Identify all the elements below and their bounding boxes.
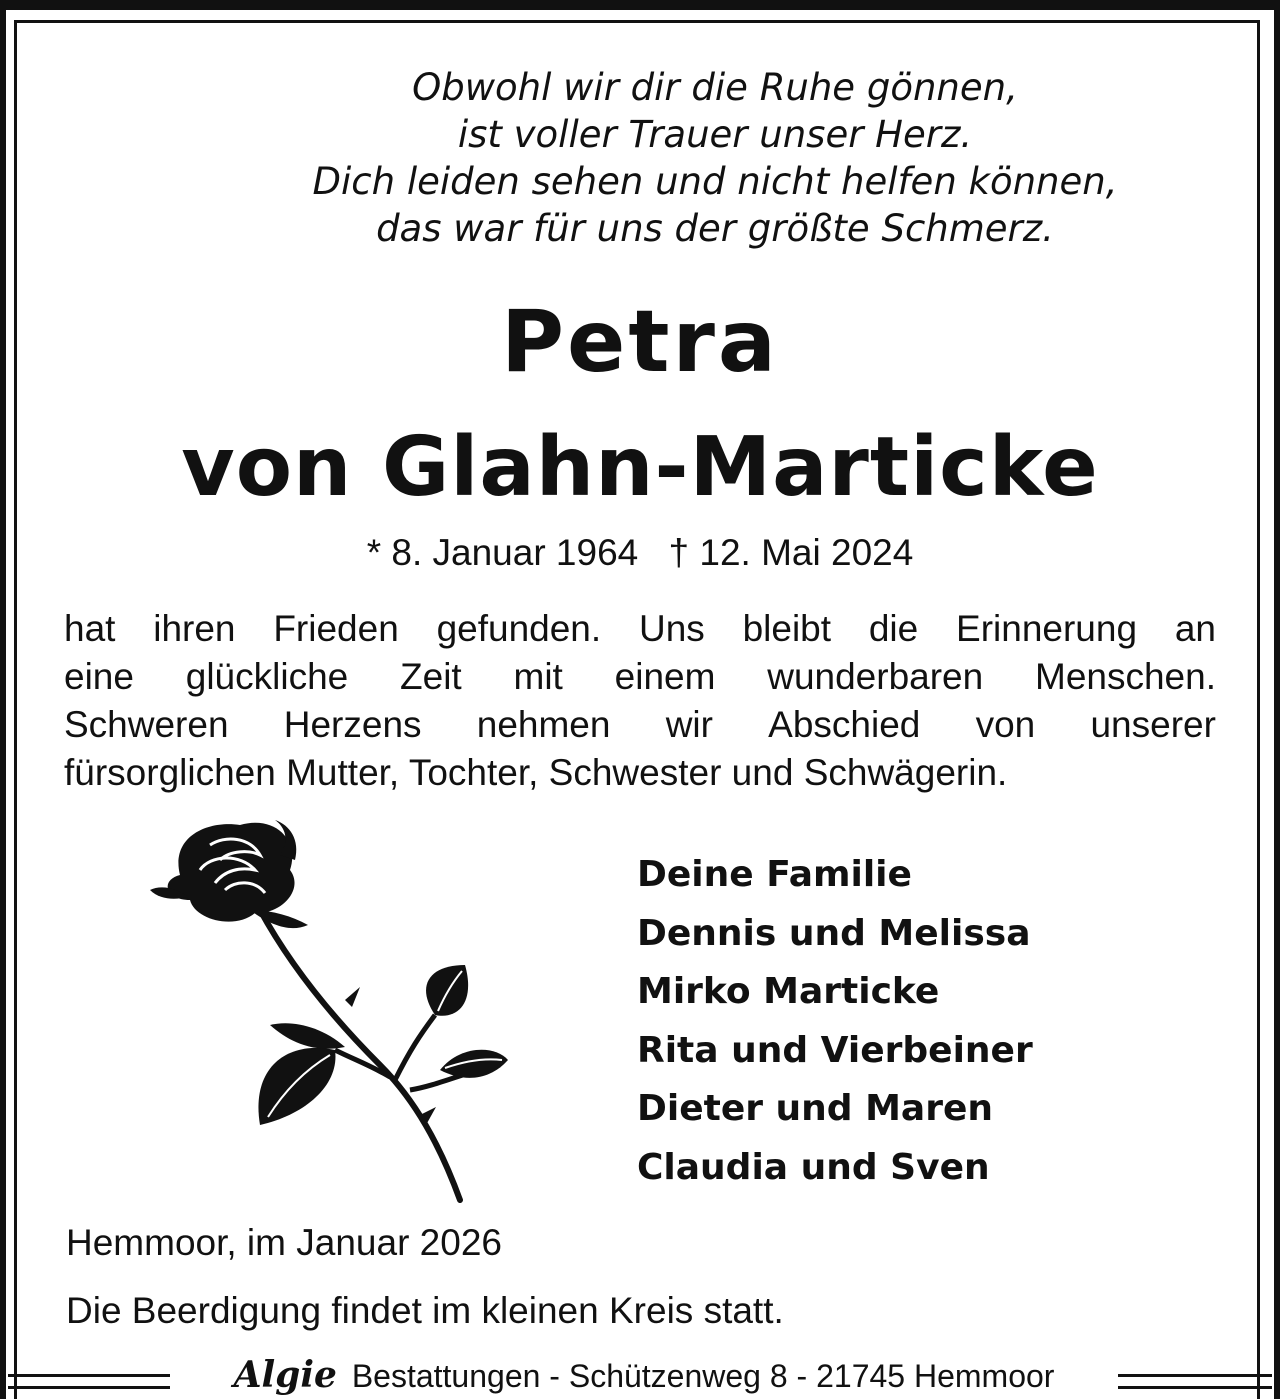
word: bleibt	[742, 608, 832, 649]
death-date: † 12. Mai 2024	[668, 532, 914, 573]
word: ihren	[153, 608, 236, 649]
word: Erinnerung	[956, 608, 1138, 649]
word: Uns	[638, 608, 705, 649]
word: Zeit	[400, 656, 462, 697]
family-signatures	[637, 846, 1033, 1197]
funeral-note: Die Beerdigung findet im kleinen Kreis statt.	[66, 1290, 784, 1331]
word: Menschen.	[1035, 656, 1216, 697]
deceased-first-name: Petra	[501, 292, 779, 392]
word: die	[868, 608, 919, 649]
family-member: Claudia und Sven	[637, 1146, 990, 1188]
word: wunderbaren	[767, 656, 984, 697]
poem-line: Dich leiden sehen und nicht helfen können,	[312, 160, 1118, 203]
birth-date: * 8. Januar 1964	[366, 532, 639, 573]
family-member: Rita und Vierbeiner	[637, 1029, 1033, 1071]
word: eine	[64, 656, 134, 697]
message-line-3	[64, 701, 1216, 749]
rose-icon	[140, 815, 520, 1205]
word: von	[975, 704, 1036, 745]
word: unserer	[1090, 704, 1216, 745]
funeral-home-address: Bestattungen - Schützenweg 8 - 21745 Hemmoor	[351, 1358, 1055, 1394]
word: glückliche	[185, 656, 349, 697]
word: an	[1174, 608, 1216, 649]
word: Abschied	[768, 704, 921, 745]
poem-line: das war für uns der größte Schmerz.	[376, 207, 1054, 250]
funeral-home-logo: Algie	[233, 1354, 337, 1396]
poem	[150, 64, 1280, 252]
message-line-1	[64, 605, 1216, 653]
word: mit	[513, 656, 563, 697]
family-member: Mirko Marticke	[637, 971, 940, 1012]
footer-rule-left	[8, 1374, 170, 1389]
message-text	[64, 605, 1216, 797]
message-line-4-text: fürsorglichen Mutter, Tochter, Schwester und Schwägerin.	[64, 752, 1008, 793]
poem-line: ist voller Trauer unser Herz.	[457, 113, 973, 156]
poem-line: Obwohl wir dir die Ruhe gönnen,	[412, 66, 1018, 109]
word: hat	[64, 608, 116, 649]
word: Schweren	[64, 704, 229, 745]
word: einem	[614, 656, 716, 697]
footer-text-wrap	[174, 1352, 1114, 1400]
footer	[0, 1352, 1280, 1399]
word: gefunden.	[436, 608, 602, 649]
word: nehmen	[476, 704, 611, 745]
word: wir	[665, 704, 713, 745]
footer-rule-right	[1118, 1374, 1272, 1389]
message-line-4	[64, 749, 1216, 797]
word: Herzens	[283, 704, 422, 745]
family-member: Dennis und Melissa	[637, 912, 1031, 954]
message-line-2	[64, 653, 1216, 701]
deceased-last-name: von Glahn-Marticke	[181, 420, 1099, 515]
place-date: Hemmoor, im Januar 2026	[66, 1222, 502, 1263]
life-dates	[0, 530, 1280, 576]
family-member: Dieter und Maren	[637, 1088, 994, 1129]
word: Frieden	[273, 608, 399, 649]
family-member: Deine Familie	[637, 854, 912, 895]
